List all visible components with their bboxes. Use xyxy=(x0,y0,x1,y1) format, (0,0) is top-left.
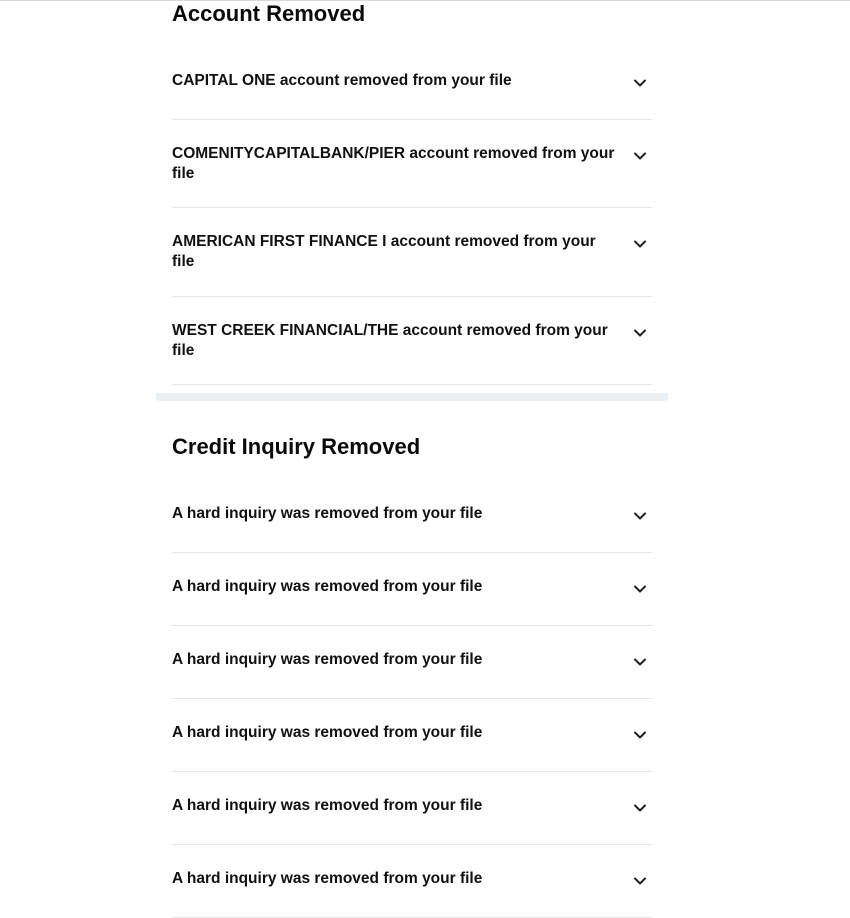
chevron-down-icon[interactable] xyxy=(634,512,646,520)
inquiry-removed-item-2[interactable] xyxy=(172,553,652,626)
account-removed-item-4[interactable] xyxy=(172,297,652,385)
inquiry-removed-item-5[interactable] xyxy=(172,772,652,845)
chevron-down-icon[interactable] xyxy=(634,152,646,160)
account-removed-item-3-text: AMERICAN FIRST FINANCE I account removed from your file xyxy=(172,233,596,270)
account-removed-item-1[interactable] xyxy=(172,47,652,120)
account-removed-item-1-text: CAPITAL ONE account removed from your file xyxy=(172,72,512,89)
account-removed-item-2-text: COMENITYCAPITALBANK/PIER account removed from your file xyxy=(172,145,615,182)
chevron-down-icon[interactable] xyxy=(634,804,646,812)
chevron-down-icon[interactable] xyxy=(634,240,646,248)
inquiry-removed-item-3[interactable] xyxy=(172,626,652,699)
account-removed-title: Account Removed xyxy=(172,1,366,26)
chevron-down-icon[interactable] xyxy=(634,585,646,593)
chevron-down-icon[interactable] xyxy=(634,79,646,87)
chevron-down-icon[interactable] xyxy=(634,731,646,739)
inquiry-removed-item-2-text: A hard inquiry was removed from your file xyxy=(172,578,483,595)
inquiry-removed-title: Credit Inquiry Removed xyxy=(172,434,421,459)
inquiry-removed-item-6-text: A hard inquiry was removed from your file xyxy=(172,870,483,887)
section-divider xyxy=(156,393,668,401)
account-removed-item-4-text: WEST CREEK FINANCIAL/THE account removed from your file xyxy=(172,322,608,359)
inquiry-removed-item-1-text: A hard inquiry was removed from your file xyxy=(172,505,483,522)
inquiry-removed-item-3-text: A hard inquiry was removed from your file xyxy=(172,651,483,668)
inquiry-removed-item-4[interactable] xyxy=(172,699,652,772)
chevron-down-icon[interactable] xyxy=(634,877,646,885)
top-border xyxy=(0,0,850,1)
chevron-down-icon[interactable] xyxy=(634,329,646,337)
account-removed-item-3[interactable] xyxy=(172,208,652,297)
inquiry-removed-item-5-text: A hard inquiry was removed from your file xyxy=(172,797,483,814)
chevron-down-icon[interactable] xyxy=(634,658,646,666)
inquiry-removed-item-1[interactable] xyxy=(172,480,652,553)
inquiry-removed-item-6[interactable] xyxy=(172,845,652,918)
inquiry-removed-item-4-text: A hard inquiry was removed from your file xyxy=(172,724,483,741)
account-removed-item-2[interactable] xyxy=(172,120,652,208)
